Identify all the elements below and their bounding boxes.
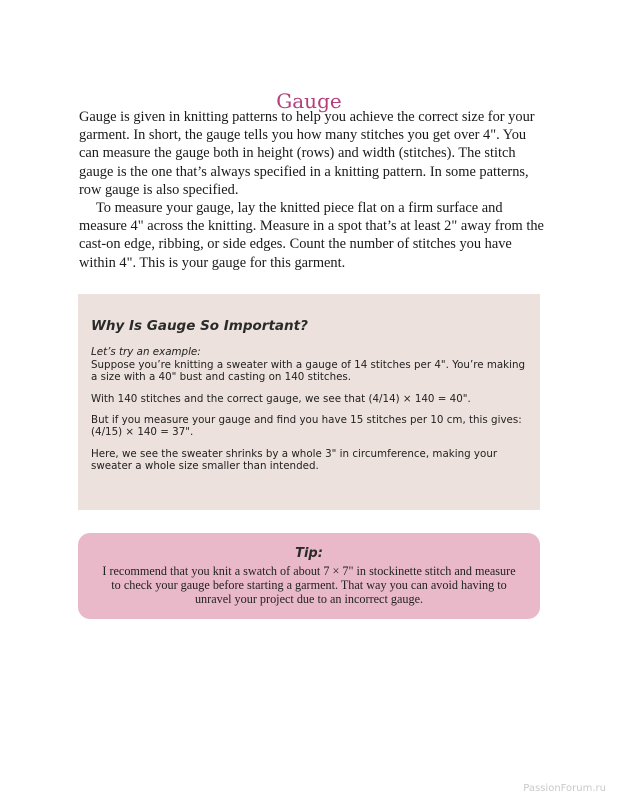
tip-box (78, 533, 540, 619)
info-box (78, 294, 540, 510)
watermark: PassionForum.ru (523, 783, 606, 794)
info-box-heading: Why Is Gauge So Important? (91, 318, 308, 334)
info-paragraph-4: Here, we see the sweater shrinks by a whole 3" in circumference, making your sweater a whole size smaller than intended. (91, 447, 498, 473)
paragraph-measure: To measure your gauge, lay the knitted piece flat on a firm surface and measure 4" across the knitting. Measure in a spot that’s at least 2" away from the cast-on edge, ribbing, or side edges. Count the number of stitches you have within 4". This is your gauge for this garment. (79, 200, 544, 271)
tip-heading: Tip: (295, 546, 323, 561)
example-text: Suppose you’re knitting a sweater with a gauge of 14 stitches per 4". You’re making a size with a 40" bust and casting on 140 stitches. (91, 358, 526, 384)
body-text (79, 108, 545, 272)
info-paragraph-3: But if you measure your gauge and find you have 15 stitches per 10 cm, this gives: (4/15) × 140 = 37". (91, 414, 522, 439)
paragraph-intro: Gauge is given in knitting patterns to help you achieve the correct size for your garment. In short, the gauge tells you how many stitches you get over 4". You can measure the gauge both in height (rows) and width (stitches). The stitch gauge is the one that’s always specified in a knitting pattern. In some patterns, row gauge is also specified. (79, 109, 535, 198)
page-title: Gauge (276, 89, 342, 114)
example-label: Let’s try an example: (91, 346, 201, 359)
info-paragraph-2: With 140 stitches and the correct gauge, we see that (4/14) × 140 = 40". (91, 392, 471, 405)
tip-text: I recommend that you knit a swatch of about 7 × 7" in stockinette stitch and measure to check your gauge before starting a garment. That way you can avoid having to unravel your project due to an incorrect gauge. (102, 564, 516, 607)
